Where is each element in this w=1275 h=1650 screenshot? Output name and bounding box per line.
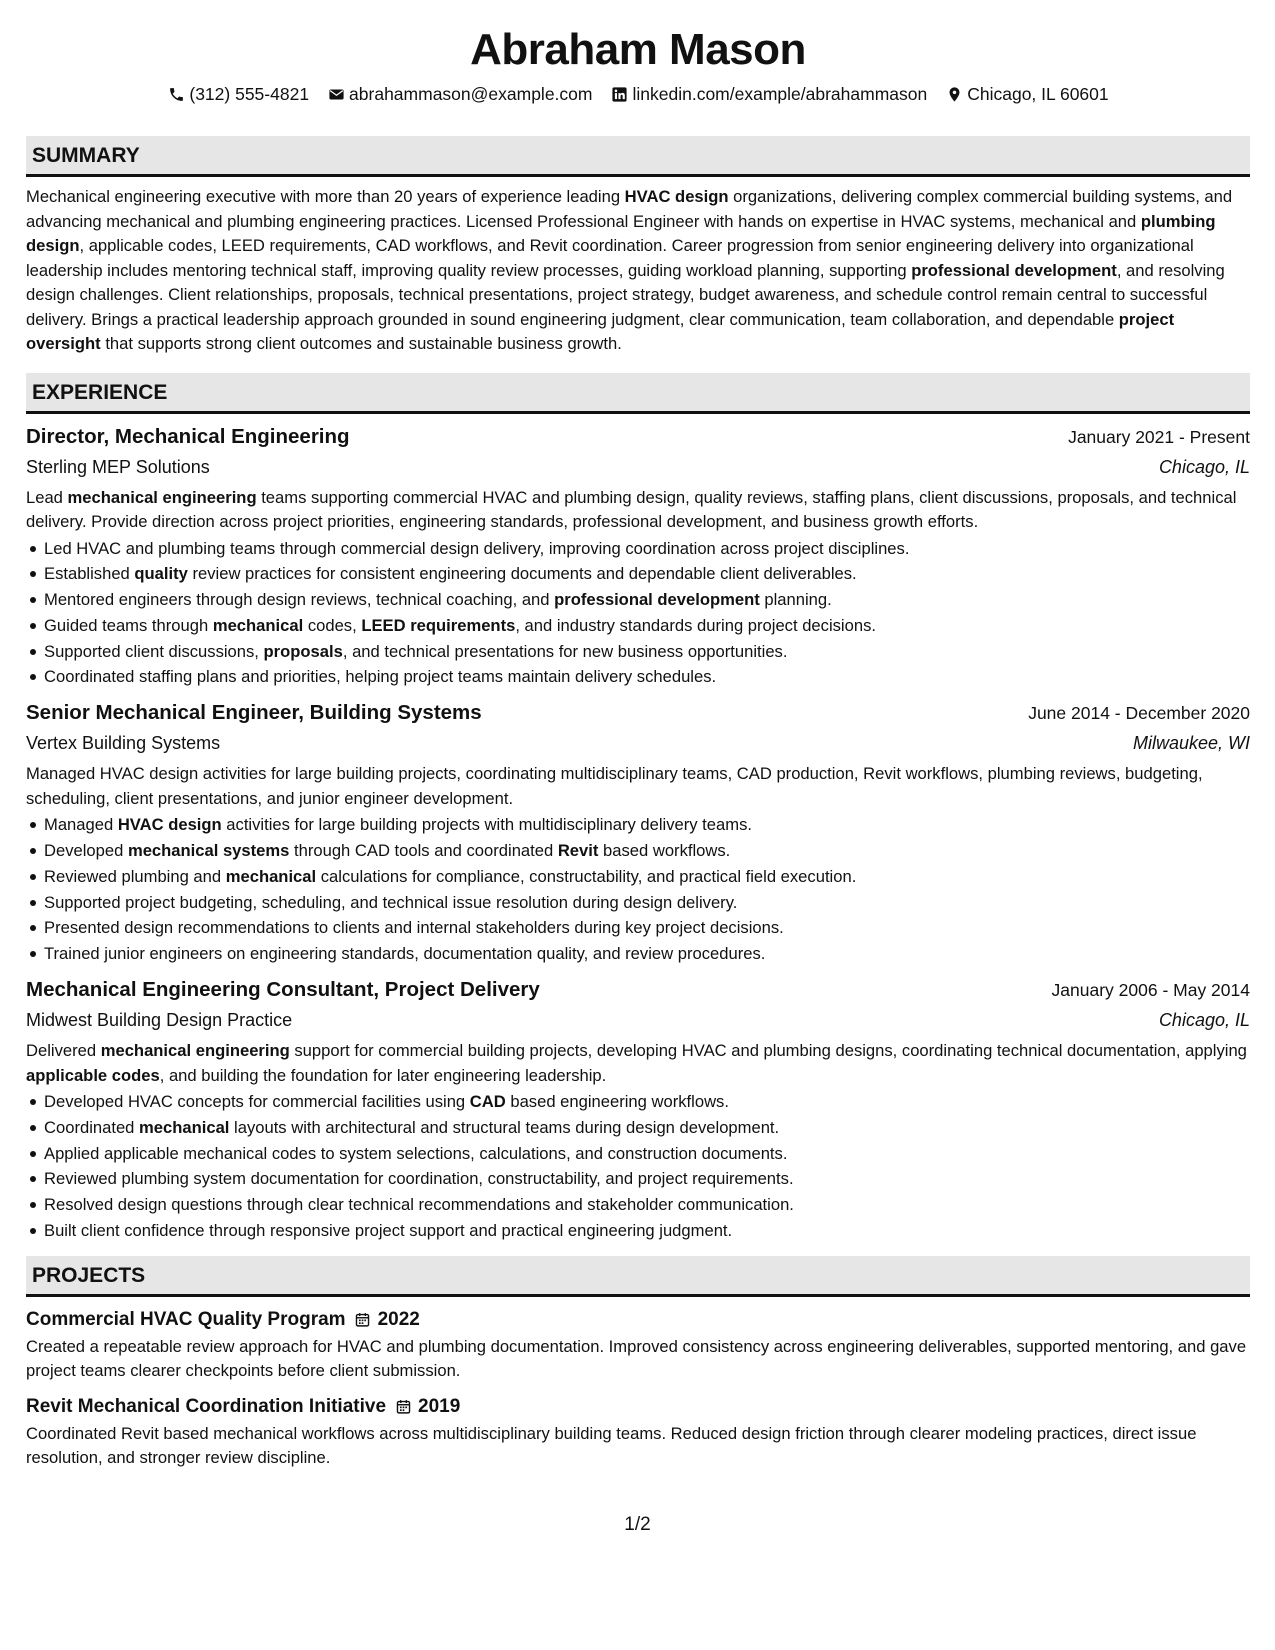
text-run: Built client confidence through responsive project support and practical engineering judgment. [44,1221,733,1241]
text-run: Applied applicable mechanical codes to system selections, calculations, and construction documents. [44,1143,788,1163]
bold-keyword: mechanical [212,615,304,635]
bold-keyword: plumbing design [26,211,1216,255]
calendar-icon [394,1398,412,1416]
bullet-item [26,941,1250,967]
contact-bar [26,82,1250,106]
contact-location [945,82,1108,106]
text-run: layouts with architectural and structural teams during design development. [229,1117,780,1137]
envelope-icon [327,85,345,103]
text-run: , and building the foundation for later engineering leadership. [159,1065,607,1085]
email-link[interactable]: abrahammason@example.com [349,84,593,104]
text-run: activities for large building projects with multidisciplinary delivery teams. [221,815,752,835]
bold-keyword: HVAC design [117,815,222,835]
text-run: Guided teams through [44,615,213,635]
text-run: Managed HVAC design activities for large building projects, coordinating multidisciplinary teams, CAD production, Revit workflows, plumbing reviews, budgeting, scheduling, client presentations, and junior engineer development. [26,764,1203,808]
job-entry [26,422,1250,691]
bold-keyword: proposals [263,641,343,661]
text-run: codes, [303,615,362,635]
bullet-item [26,915,1250,941]
calendar-icon [354,1311,372,1329]
text-run: that supports strong client outcomes and sustainable business growth. [100,334,622,353]
project-title: Commercial HVAC Quality Program [26,1308,346,1330]
text-run: Resolved design questions through clear technical recommendations and stakeholder communication. [44,1195,794,1215]
project-description: Created a repeatable review approach for HVAC and plumbing documentation. Improved consistency across engineering deliverables, supported mentoring, and gave project teams clearer checkpoints before client submission. [26,1336,1247,1381]
bold-keyword: applicable codes [26,1065,160,1085]
job-location: Chicago, IL [1158,456,1250,477]
text-run: Reviewed plumbing and [44,866,226,886]
text-run: Mentored engineers through design reviews, technical coaching, and [44,590,555,610]
project-description: Coordinated Revit based mechanical workflows across multidisciplinary building teams. Reduced design friction through clearer modeling practices, direct issue resolution, and stronger review discipline. [26,1423,1197,1468]
text-run: planning. [759,590,832,610]
text-run: Delivered [26,1041,101,1061]
summary-text [26,185,1250,357]
bullet-item [26,561,1250,587]
text-run: , applicable codes, LEED requirements, CAD workflows, and Revit coordination. Career progression from senior engineering delivery into organizational leadership includes mentoring technical staff, improving quality review processes, guiding workload planning, supporting [26,236,1194,280]
text-run: Coordinated staffing plans and priorities, helping project teams maintain delivery schedules. [44,667,717,687]
bullet-item [26,613,1250,639]
job-company-row [26,452,1250,482]
bullet-item [26,1218,1250,1244]
linkedin-link[interactable]: linkedin.com/example/abrahammason [632,84,928,104]
job-location: Chicago, IL [1158,1010,1250,1031]
job-description [26,486,1250,535]
bold-keyword: professional development [911,260,1117,280]
text-run: Managed [44,815,118,835]
bold-keyword: mechanical engineering [67,487,257,507]
page-number: 1/2 [624,1514,651,1535]
contact-phone [167,82,309,106]
candidate-name: Abraham Mason [470,25,806,74]
job-bullets [26,536,1250,691]
bullet-item [26,1115,1250,1141]
bullet-item [26,639,1250,665]
project-year-wrap [394,1392,460,1422]
section-heading-experience: EXPERIENCE [26,373,1250,414]
job-header-row [26,698,1250,728]
job-bullets [26,812,1250,967]
bullet-item [26,838,1250,864]
text-run: Supported project budgeting, scheduling, and technical issue resolution during design delivery. [44,892,738,912]
resume-page [26,0,1250,1471]
job-title: Mechanical Engineering Consultant, Project Delivery [26,978,540,1002]
job-title: Director, Mechanical Engineering [26,424,350,448]
bold-keyword: project oversight [26,309,1175,353]
text-run: Led HVAC and plumbing teams through commercial design delivery, improving coordination across project disciplines. [44,538,910,558]
bold-keyword: Revit [557,841,599,861]
text-run: , and industry standards during project decisions. [515,615,876,635]
bullet-item [26,1192,1250,1218]
text-run: based engineering workflows. [505,1092,729,1112]
project-entry [26,1305,1250,1384]
text-run: support for commercial building projects, developing HVAC and plumbing designs, coordinating technical documentation, applying [289,1041,1247,1061]
bold-keyword: professional development [554,590,760,610]
bold-keyword: CAD [469,1092,506,1112]
job-company: Midwest Building Design Practice [26,1010,293,1031]
bullet-item [26,664,1250,690]
project-year: 2019 [418,1395,461,1417]
text-run: Reviewed plumbing system documentation for coordination, constructability, and project requirements. [44,1169,794,1189]
text-run: Developed HVAC concepts for commercial facilities using [44,1092,470,1112]
project-year: 2022 [377,1308,420,1330]
job-header-row [26,975,1250,1005]
job-company: Vertex Building Systems [26,733,221,754]
text-run: Supported client discussions, [44,641,264,661]
location-text: Chicago, IL 60601 [967,84,1109,104]
section-heading-projects: PROJECTS [26,1256,1250,1297]
project-title: Revit Mechanical Coordination Initiative [26,1395,387,1417]
text-run: teams supporting commercial HVAC and plumbing design, quality reviews, staffing plans, client discussions, proposals, and technical delivery. Provide direction across project priorities, engineering standards, professional development, and business growth efforts. [26,487,1237,531]
text-run: Presented design recommendations to clients and internal stakeholders during key project decisions. [44,918,784,938]
bullet-item [26,587,1250,613]
text-run: organizations, delivering complex commercial building systems, and advancing mechanical and plumbing engineering practices. Licensed Professional Engineer with hands on expertise in HVAC systems, mechanical and [26,187,1233,231]
bold-keyword: mechanical engineering [100,1041,290,1061]
text-run: calculations for compliance, constructability, and practical field execution. [316,866,857,886]
job-entry [26,698,1250,967]
job-description [26,762,1250,811]
bullet-item [26,1166,1250,1192]
contact-email[interactable] [327,82,592,106]
job-header-row [26,422,1250,452]
bold-keyword: mechanical systems [127,841,290,861]
job-entry [26,975,1250,1244]
text-run: , and technical presentations for new business opportunities. [342,641,788,661]
bullet-item [26,890,1250,916]
phone-text: (312) 555-4821 [189,84,310,104]
project-entry [26,1392,1250,1471]
text-run: , and resolving design challenges. Client relationships, proposals, technical presentations, project strategy, budget awareness, and schedule control remain central to successful delivery. Brings a practical leadership approach grounded in sound engineering judgment, clear communication, team collaboration, and dependable [26,260,1225,329]
text-run: Developed [44,841,128,861]
project-header [26,1392,1250,1422]
bullet-item [26,1089,1250,1115]
job-company: Sterling MEP Solutions [26,456,210,477]
text-run: through CAD tools and coordinated [289,841,558,861]
contact-linkedin[interactable] [610,82,927,106]
bold-keyword: HVAC design [624,187,729,206]
job-dates: January 2021 - Present [1068,426,1250,447]
text-run: Established [44,564,135,584]
bullet-item [26,536,1250,562]
project-header [26,1305,1250,1335]
bullet-item [26,1141,1250,1167]
bold-keyword: mechanical [139,1117,230,1137]
job-dates: January 2006 - May 2014 [1051,980,1250,1001]
job-bullets [26,1089,1250,1244]
phone-icon [167,85,185,103]
job-location: Milwaukee, WI [1132,733,1250,754]
text-run: Trained junior engineers on engineering standards, documentation quality, and review procedures. [44,944,766,964]
job-company-row [26,728,1250,758]
text-run: Mechanical engineering executive with more than 20 years of experience leading [26,187,625,206]
bold-keyword: LEED requirements [361,615,516,635]
text-run: Coordinated [44,1117,140,1137]
section-heading-summary: SUMMARY [26,136,1250,177]
project-year-wrap [354,1305,420,1335]
text-run: review practices for consistent engineering documents and dependable client deliverables. [187,564,857,584]
linkedin-icon [610,85,628,103]
job-company-row [26,1005,1250,1035]
map-pin-icon [945,85,963,103]
text-run: Lead [26,487,68,507]
text-run: based workflows. [598,841,731,861]
job-dates: June 2014 - December 2020 [1028,703,1250,724]
bullet-item [26,864,1250,890]
job-description [26,1039,1250,1088]
experience-list [26,422,1250,1244]
bold-keyword: quality [134,564,188,584]
job-title: Senior Mechanical Engineer, Building Systems [26,701,482,725]
bold-keyword: mechanical [225,866,317,886]
projects-list [26,1305,1250,1471]
bullet-item [26,812,1250,838]
